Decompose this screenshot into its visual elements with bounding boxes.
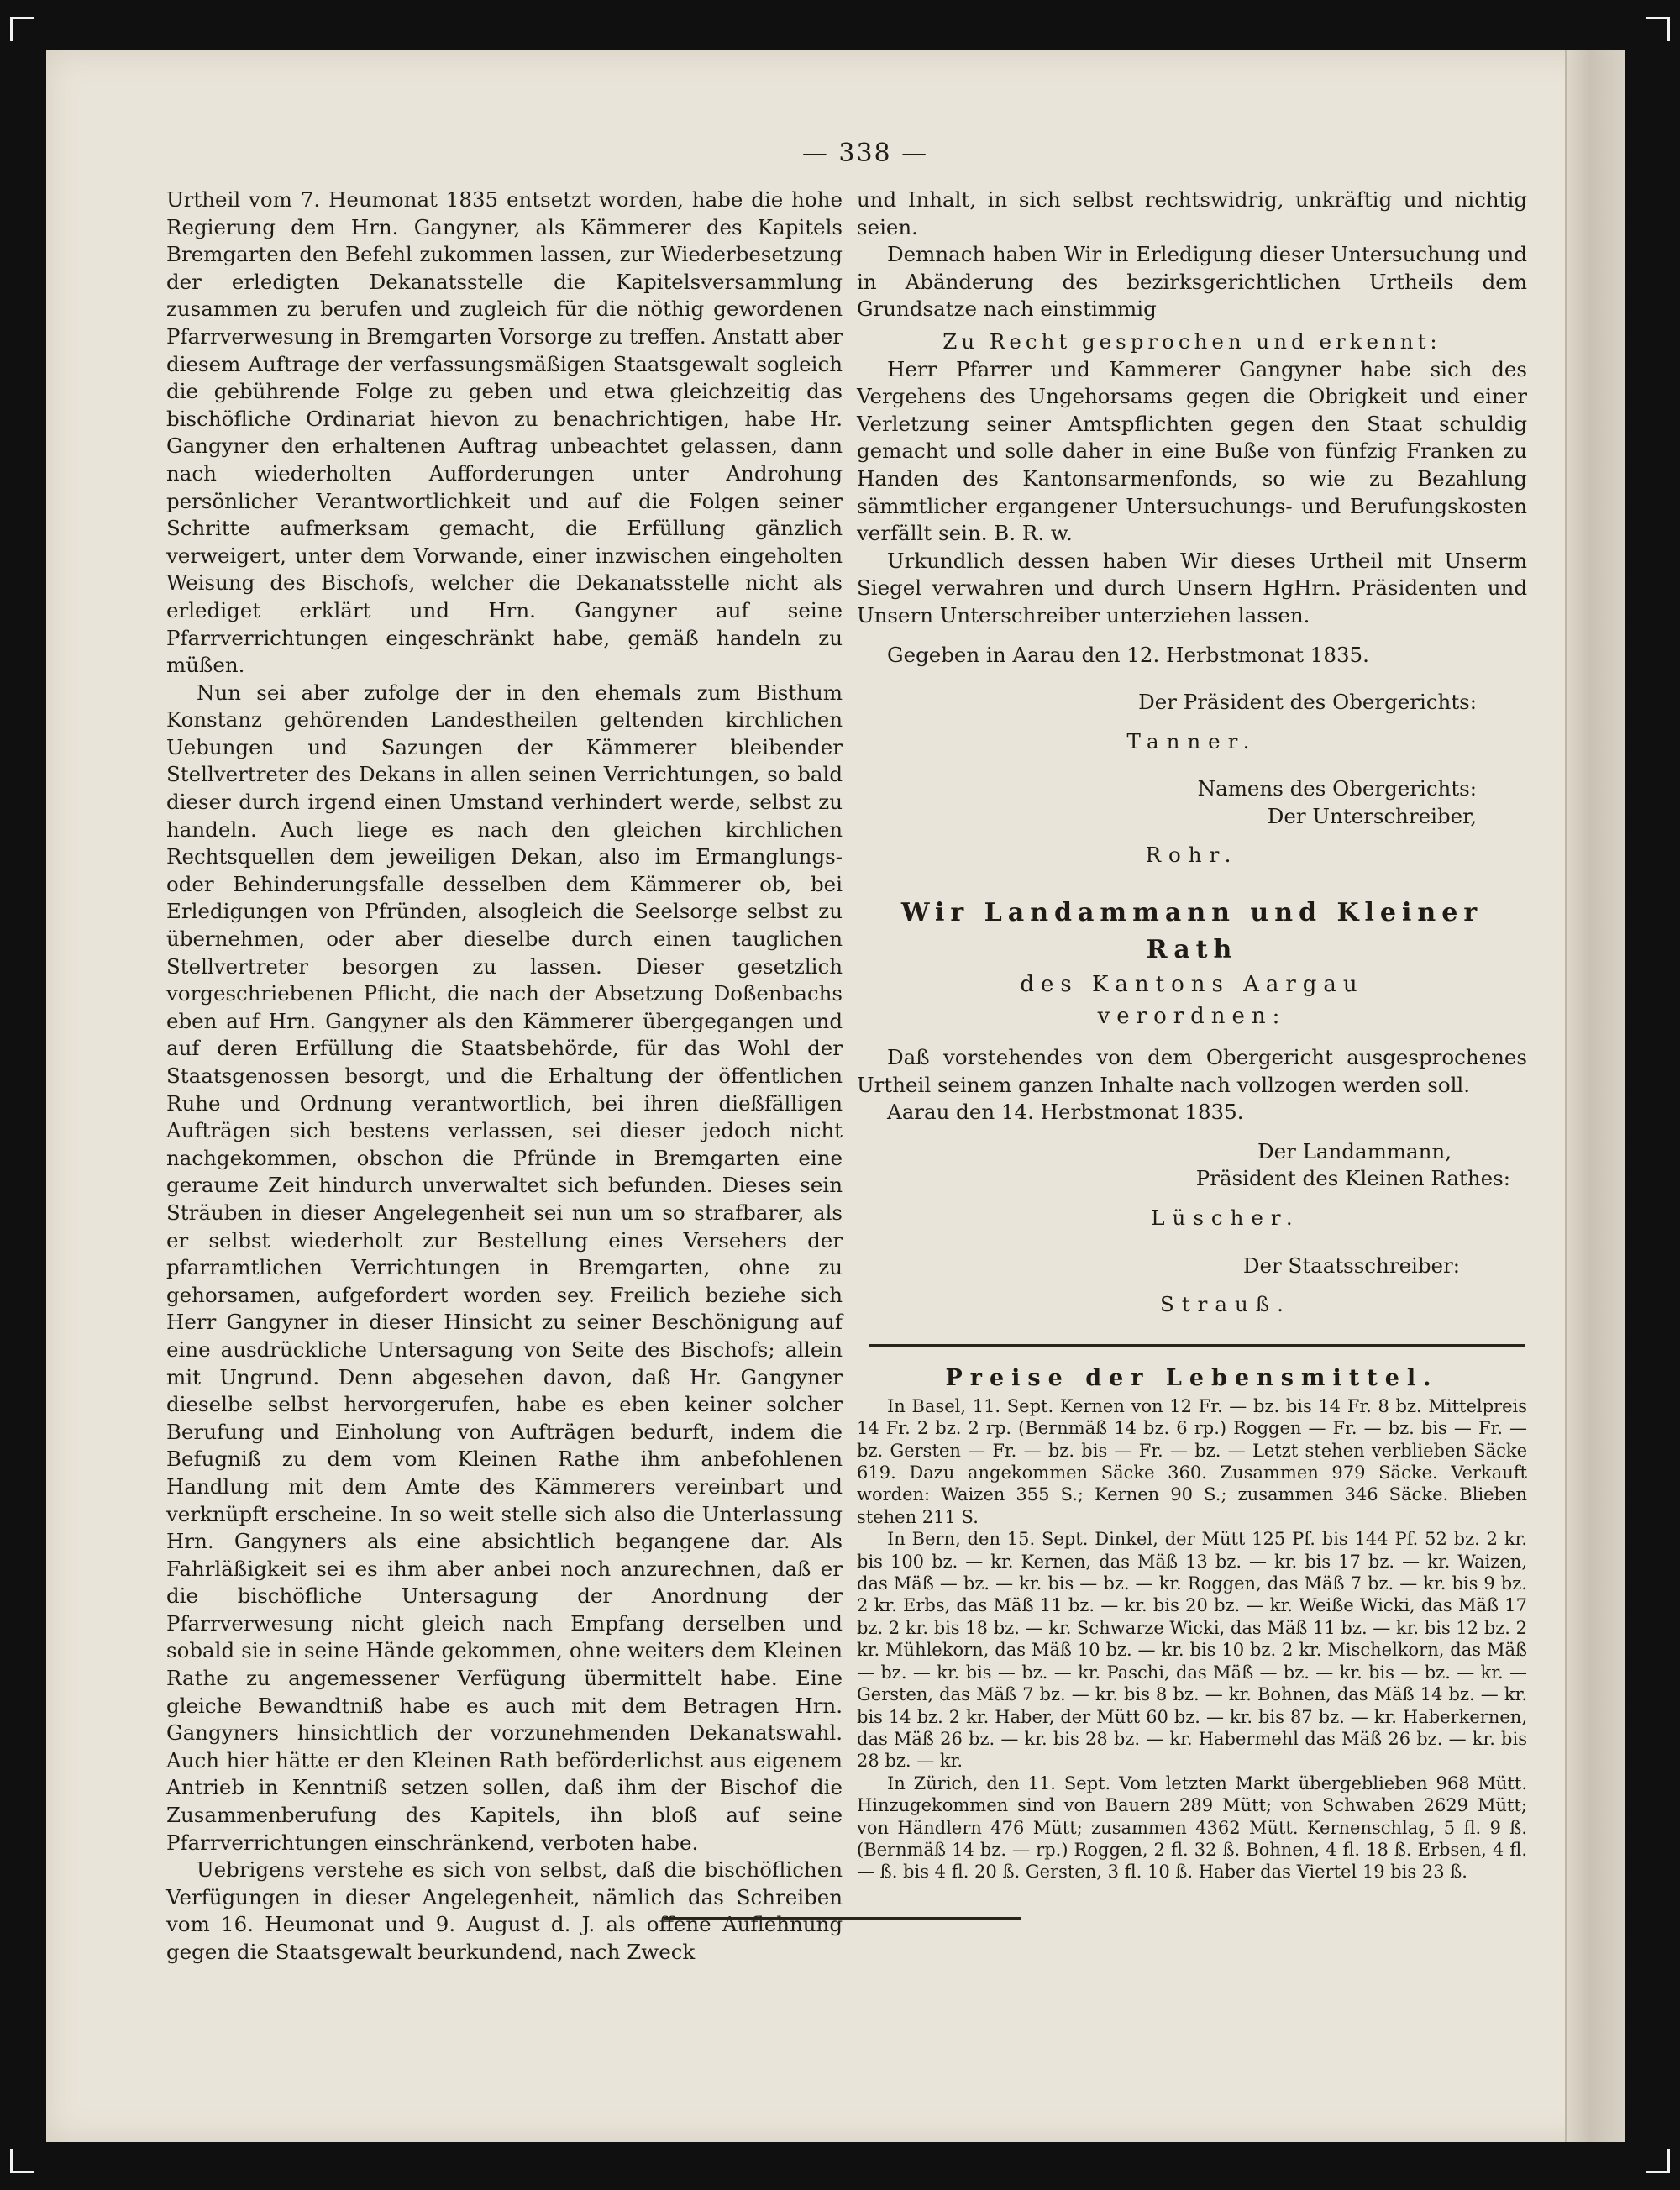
date-line: Gegeben in Aarau den 12. Herbstmonat 1835. xyxy=(887,642,1369,667)
paragraph: Urkundlich dessen haben Wir dieses Urtheil mit Unserm Siegel verwahren und durch Unsern HgHrn. Präsidenten und Unsern Unterschreiber unterziehen lassen. xyxy=(857,548,1527,628)
signature-title: Der Staatsschreiber: xyxy=(1242,1253,1460,1278)
paragraph: und Inhalt, in sich selbst rechtswidrig, unkräftig und nichtig seien. xyxy=(857,187,1527,239)
verdict-text: Herr Pfarrer und Kammerer Gangyner habe sich des Vergehens des Ungehorsams gegen die Obrigkeit und einer Verletzung seiner Amtspflichten gegen den Staat schuldig gemacht und solle daher in eine Buße von fünfzig Franken zu Handen des Kantonsarmenfonds, so wie zu Bezahlung sämmtlicher ergangener Untersuchungs- und Berufungskosten verfällt sein. B. R. w. xyxy=(857,356,1527,546)
signature-title: Namens des Obergerichts: xyxy=(1197,776,1477,801)
price-entry: In Zürich, den 11. Sept. Vom letzten Markt übergeblieben 968 Mütt. Hinzugekommen sind von Bauern 289 Mütt; von Schwaben 2629 Mütt; von Händlern 476 Mütt; zusammen 4362 Mütt. Kernenschlag, 5 fl. 9 ß. (Bernmäß 14 bz. — rp.) Roggen, 2 fl. 32 ß. Bohnen, 4 fl. 18 ß. Erbsen, 4 fl. — ß. bis 4 fl. 20 ß. Gersten, 3 fl. 10 ß. Haber das Viertel 19 bis 23 ß. xyxy=(857,1772,1527,1883)
paragraph: Demnach haben Wir in Erledigung dieser Untersuchung und in Abänderung des bezirksgerichtlichen Urtheils dem Grundsatze nach einstimmig xyxy=(857,242,1527,322)
signature-name: Rohr. xyxy=(1145,843,1239,868)
signature-name: Lüscher. xyxy=(1151,1205,1300,1231)
section-divider xyxy=(869,1344,1525,1347)
signature-title: Präsident des Kleinen Rathes: xyxy=(1195,1166,1510,1191)
paragraph: Uebrigens verstehe es sich von selbst, daß die bischöflichen Verfügungen in dieser Angelegenheit, nämlich das Schreiben vom 16. Heumonat und 9. August d. J. als offene Auflehnung gegen die Staatsgewalt beurkundend, nach Zweck xyxy=(166,1857,843,1964)
decree-heading: Wir Landammann und Kleiner Rath xyxy=(900,898,1483,965)
paragraph: Nun sei aber zufolge der in den ehemals zum Bisthum Konstanz gehörenden Landestheilen geltenden kirchlichen Uebungen und Sazungen der Kämmerer bleibender Stellvertreter des Dekans in allen seinen Verrichtungen, so bald dieser durch irgend einen Umstand verhindert werde, selbst zu handeln. Auch liege es nach den gleichen kirchlichen Rechtsquellen dem jeweiligen Dekan, also im Ermanglungs- oder Behinderungsfalle desselben dem Kämmerer ob, bei Erledigungen von Pfründen, alsogleich die Seelsorge selbst zu übernehmen, oder aber dieselbe durch einen tauglichen Stellvertreter besorgen zu lassen. Dieser gesetzlich vorgeschriebenen Pflicht, die nach der Absetzung Doßenbachs eben auf Hrn. Gangyner als den Kämmerer übergegangen und auf deren Erfüllung die Staatsbehörde, für das Wohl der Staatsgenossen besorgt, und die Erhaltung der öffentlichen Ruhe und Ordnung verantwortlich, bei ihren dießfälligen Aufträgen sich bestens verlassen, sei dieser jedoch nicht nachgekommen, obschon die Pfründe in Bremgarten eine geraume Zeit hindurch unverwaltet sich befunden. Dieses sein Sträuben in dieser Angelegenheit sei nun um so strafbarer, als er selbst wiederholt zur Bestellung eines Versehers der pfarramtlichen Verrichtungen in Bremgarten, ohne zu gehorsamen, aufgefordert worden sey. Freilich beziehe sich Herr Gangyner in dieser Hinsicht zu seiner Beschönigung auf eine ausdrückliche Untersagung von Seite des Bischofs; allein mit Ungrund. Denn abgesehen davon, daß Hr. Gangyner dieselbe selbst hervorgerufen, habe es eben keiner solcher Berufung und Einholung von Aufträgen bedurft, indem die Befugniß zu dem vom Kleinen Rathe ihm anbefohlenen Handlung mit dem Amte des Kämmerers vereinbart und verknüpft erscheine. In so weit stelle sich also die Unterlassung Hrn. Gangyners als eine absichtlich begangene dar. Als Fahrläßigkeit sei es ihm aber anbei noch anzurechnen, daß er die bischöfliche Untersagung der Anordnung der Pfarrverwesung nicht gleich nach Empfang derselben und sobald sie in seine Hände gekommen, ohne weiters dem Kleinen Rathe zu angemessener Verfügung übermittelt habe. Eine gleiche Bewandtniß habe es auch mit dem Betragen Hrn. Gangyners hinsichtlich der vorzunehmenden Dekanatswahl. Auch hier hätte er den Kleinen Rath beförderlichst aus eigenem Antrieb in Kenntniß setzen sollen, daß ihm der Bischof die Zusammenberufung des Kapitels, ihn bloß auf seine Pfarrverrichtungen einschränkend, verboten habe. xyxy=(166,680,843,1855)
crop-mark xyxy=(1646,2149,1670,2173)
crop-mark xyxy=(10,17,34,41)
right-column xyxy=(857,186,1527,1883)
price-entry: In Basel, 11. Sept. Kernen von 12 Fr. — bz. bis 14 Fr. 8 bz. Mittelpreis 14 Fr. 2 bz. 2 rp. (Bernmäß 14 bz. 6 rp.) Roggen — Fr. — bz. bis — Fr. — bz. Gersten — Fr. — bz. bis — Fr. — bz. — Letzt stehen verblieben Säcke 619. Dazu angekommen Säcke 360. Zusammen 979 Säcke. Verkauft worden: Waizen 355 S.; Kernen 90 S.; zusammen 346 Säcke. Blieben stehen 211 S. xyxy=(857,1395,1527,1527)
end-rule xyxy=(664,1917,1021,1920)
decree-subheading: des Kantons Aargau xyxy=(1020,972,1364,998)
paragraph: Urtheil vom 7. Heumonat 1835 entsetzt worden, habe die hohe Regierung dem Hrn. Gangyner, als Kämmerer des Kapitels Bremgarten den Befehl zukommen lassen, zur Wiederbesetzung der erledigten Dekanatsstelle die Kapitelsversammlung zusammen zu berufen und zugleich für die nöthig gewordenen Pfarrverwesung in Bremgarten Vorsorge zu treffen. Anstatt aber diesem Auftrage der verfassungsmäßigen Staatsgewalt sogleich die gebührende Folge zu geben und etwa gleichzeitig das bischöfliche Ordinariat hievon zu benachrichtigen, habe Hr. Gangyner den erhaltenen Auftrag unbeachtet gelassen, dann nach wiederholten Aufforderungen unter Androhung persönlicher Verantwortlichkeit und auf die Folgen seiner Schritte aufmerksam gemacht, die Erfüllung gänzlich verweigert, unter dem Vorwande, einer inzwischen eingeholten Weisung des Bischofs, welcher die Dekanatsstelle nicht als erlediget erklärt und Hrn. Gangyner auf seine Pfarrverrichtungen eingeschränkt habe, gemäß handeln zu müßen. xyxy=(166,187,843,678)
crop-mark xyxy=(1646,17,1670,41)
crop-mark xyxy=(10,2149,34,2173)
signature-title: Der Präsident des Obergerichts: xyxy=(1138,690,1477,715)
verdict-heading: Zu Recht gesprochen und erkennt: xyxy=(942,328,1441,354)
next-page-edge xyxy=(1565,50,1625,2142)
signature-title: Der Unterschreiber, xyxy=(1267,803,1477,828)
signature-name: Strauß. xyxy=(1160,1292,1291,1317)
signature-name: Tanner. xyxy=(1126,728,1257,754)
signature-title: Der Landammann, xyxy=(1257,1138,1452,1163)
decree-text: Daß vorstehendes von dem Obergericht ausgesprochenes Urtheil seinem ganzen Inhalte nach vollzogen werden soll. xyxy=(857,1045,1527,1097)
prices-heading: Preise der Lebensmittel. xyxy=(945,1364,1439,1391)
price-entry: In Bern, den 15. Sept. Dinkel, der Mütt 125 Pf. bis 144 Pf. 52 bz. 2 kr. bis 100 bz. — kr. Kernen, das Mäß 13 bz. — kr. bis 17 bz. — kr. Waizen, das Mäß — bz. — kr. bis — bz. — kr. Roggen, das Mäß 7 bz. — kr. bis 9 bz. 2 kr. Erbs, das Mäß 11 bz. — kr. bis 20 bz. — kr. Weiße Wicki, das Mäß 17 bz. 2 kr. bis 18 bz. — kr. Schwarze Wicki, das Mäß 11 bz. — kr. bis 12 bz. 2 kr. Mühlekorn, das Mäß 10 bz. — kr. bis 10 bz. 2 kr. Mischelkorn, das Mäß — bz. — kr. bis — bz. — kr. Paschi, das Mäß — bz. — kr. bis — bz. — kr. — Gersten, das Mäß 7 bz. — kr. bis 8 bz. — kr. Bohnen, das Mäß 14 bz. — kr. bis 14 bz. 2 kr. Haber, der Mütt 60 bz. — kr. bis 87 bz. — kr. Haberkernen, das Mäß 26 bz. — kr. bis 28 bz. — kr. Habermehl das Mäß 26 bz. — kr. bis 28 bz. — kr. xyxy=(857,1529,1528,1772)
left-column xyxy=(166,186,843,1967)
decree-subheading: verordnen: xyxy=(1097,1004,1287,1030)
page-number: — 338 — xyxy=(801,139,929,168)
date-line: Aarau den 14. Herbstmonat 1835. xyxy=(887,1100,1244,1125)
